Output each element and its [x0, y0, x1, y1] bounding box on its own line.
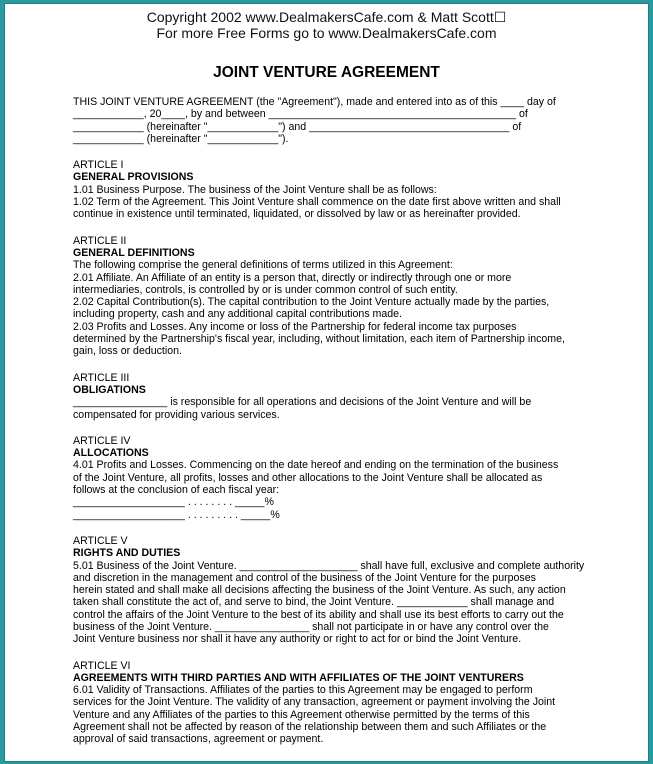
article-line: and discretion in the management and control of the business of the Joint Venture for the purposes [73, 571, 536, 584]
free-forms-line: For more Free Forms go to www.DealmakersCafe.com [156, 25, 497, 41]
document-title: JOINT VENTURE AGREEMENT [213, 64, 440, 81]
article-line: 5.01 Business of the Joint Venture. ____________________ shall have full, exclusive and complete authority [73, 559, 585, 572]
article-number: ARTICLE I [73, 159, 124, 172]
article-number: ARTICLE III [73, 371, 130, 384]
article-line: Joint Venture business nor shall it have any authority or right to act for or bind the Joint Venture. [73, 633, 522, 646]
article-line: 4.01 Profits and Losses. Commencing on the date hereof and ending on the termination of the business [73, 459, 559, 472]
article-line: follows at the conclusion of each fiscal year: [73, 484, 280, 497]
article-heading: GENERAL PROVISIONS [73, 171, 194, 184]
copyright-header [4, 9, 649, 41]
article-line: business of the Joint Venture. ________________ shall not participate in or have any control over the [73, 620, 549, 633]
article-5 [73, 534, 585, 646]
document-page [4, 3, 649, 762]
article-line: determined by the Partnership's fiscal year, including, without limitation, each item of Partnership income, [73, 333, 565, 346]
article-heading: RIGHTS AND DUTIES [73, 547, 181, 560]
allocation-line: ___________________ . . . . . . . . . _____% [73, 508, 280, 521]
article-3 [73, 372, 579, 421]
article-line: 2.02 Capital Contribution(s). The capital contribution to the Joint Venture actually made by the parties, [73, 296, 550, 309]
article-line: compensated for providing various services. [73, 408, 280, 421]
intro-line: ____________ (hereinafter "____________") and __________________________________ of [73, 120, 522, 133]
article-line: gain, loss or deduction. [73, 345, 182, 358]
article-line: 2.03 Profits and Losses. Any income or loss of the Partnership for federal income tax purposes [73, 320, 517, 333]
allocation-line: ___________________ . . . . . . . . _____% [73, 496, 274, 509]
article-4 [73, 435, 579, 521]
article-line: 2.01 Affiliate. An Affiliate of an entity is a person that, directly or indirectly through one or more [73, 271, 512, 284]
article-line: approval of said transactions, agreement or payment. [73, 733, 324, 746]
article-line: herein stated and shall make all decisions affecting the business of the Joint Venture. As such, any action [73, 584, 566, 597]
article-number: ARTICLE IV [73, 434, 131, 447]
article-number: ARTICLE V [73, 534, 128, 547]
intro-paragraph [73, 96, 579, 145]
article-number: ARTICLE VI [73, 659, 131, 672]
intro-line: ____________, 20____, by and between __________________________________________ of [73, 108, 528, 121]
article-line: The following comprise the general definitions of terms utilized in this Agreement: [73, 259, 453, 272]
article-heading: AGREEMENTS WITH THIRD PARTIES AND WITH AFFILIATES OF THE JOINT VENTURERS [73, 671, 524, 684]
article-line: of the Joint Venture, all profits, losses and other allocations to the Joint Venture shall be allocated as [73, 471, 543, 484]
article-line: 1.01 Business Purpose. The business of the Joint Venture shall be as follows: [73, 183, 437, 196]
copyright-line: Copyright 2002 www.DealmakersCafe.com & Matt Scott☐ [146, 9, 507, 25]
article-heading: ALLOCATIONS [73, 447, 149, 460]
article-line: Venture and any Affiliates of the parties to this Agreement otherwise permitted by the terms of this [73, 708, 530, 721]
article-line: Agreement shall not be affected by reason of the relationship between them and such Affiliates or the [73, 721, 547, 734]
article-line: control the affairs of the Joint Venture to the best of its ability and shall use its best efforts to carry out the [73, 608, 564, 621]
article-line: 1.02 Term of the Agreement. This Joint Venture shall commence on the date first above written and shall [73, 196, 561, 209]
article-heading: OBLIGATIONS [73, 383, 146, 396]
article-number: ARTICLE II [73, 234, 127, 247]
article-6 [73, 660, 579, 746]
article-line: intermediaries, controls, is controlled by or is under common control of such entity. [73, 283, 458, 296]
intro-line: THIS JOINT VENTURE AGREEMENT (the "Agreement"), made and entered into as of this ____ day of [73, 96, 556, 108]
article-2 [73, 235, 579, 358]
article-1 [73, 159, 579, 220]
article-heading: GENERAL DEFINITIONS [73, 246, 195, 259]
document-body [4, 96, 649, 746]
article-line: ________________ is responsible for all operations and decisions of the Joint Venture and will be [73, 396, 532, 409]
article-line: taken shall constitute the act of, and serve to bind, the Joint Venture. ____________ shall manage and [73, 596, 555, 609]
article-line: including property, cash and any additional capital contributions made. [73, 308, 403, 321]
article-line: services for the Joint Venture. The validity of any transaction, agreement or payment involving the Joint [73, 696, 556, 709]
intro-line: ____________ (hereinafter "____________"). [73, 132, 289, 145]
article-line: continue in existence until terminated, liquidated, or dissolved by law or as hereinafter provided. [73, 208, 521, 221]
article-line: 6.01 Validity of Transactions. Affiliates of the parties to this Agreement may be engaged to perform [73, 684, 533, 697]
